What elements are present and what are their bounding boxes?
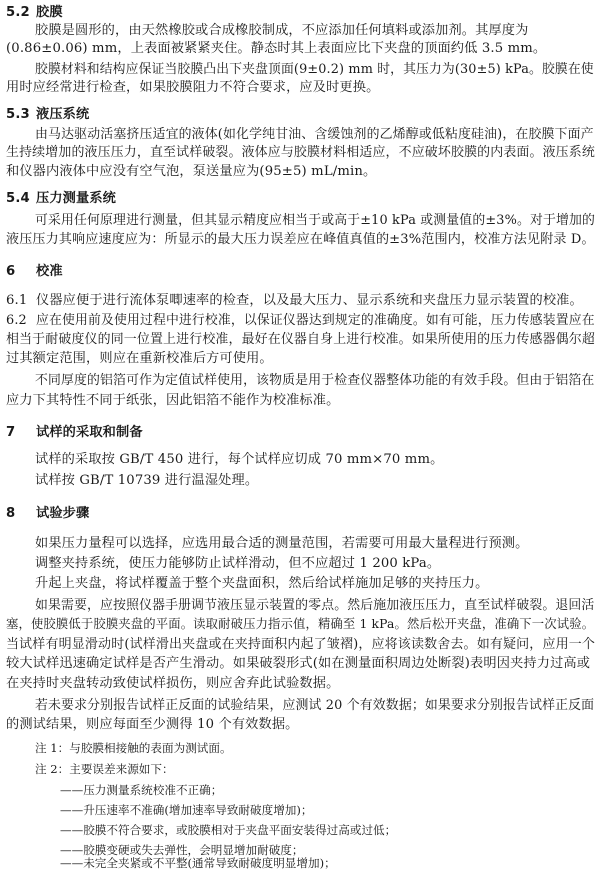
paragraph-line: 较大试样迅速确定试样是否产生滑动。如果破裂形式(如在测量面积周边处断裂)表明因夹持力过高或 [6, 656, 591, 671]
note-2: 注 2：主要误差来源如下： [35, 762, 174, 776]
paragraph-line: 可采用任何原理进行测量，但其显示精度应相当于或高于±10 kPa 或测量值的±3%。对于增加的 [35, 213, 596, 228]
section-title: 校准 [36, 264, 63, 279]
section-heading-5-3 [6, 106, 89, 123]
section-heading-8 [6, 505, 89, 522]
error-list-item: ——压力测量系统校准不正确； [60, 783, 223, 797]
paragraph-line: 升起上夹盘，将试样覆盖于整个夹盘面积，然后给试样施加足够的夹持压力。 [35, 576, 489, 591]
paragraph-line: 由马达驱动活塞挤压适宜的液体(如化学纯甘油、含缓蚀剂的乙烯醇或低粘度硅油)，在胶膜下面产 [35, 127, 594, 142]
section-title: 液压系统 [36, 107, 90, 122]
paragraph-line: 在夹持时夹盘转动致使试样损伤，则应舍弃此试验数据。 [6, 676, 340, 691]
clause-number: 6.2 [6, 313, 27, 328]
paragraph-line: 液压压力其响应速度应为：所显示的最大压力误差应在峰值真值的±3%范围内，校准方法见附录 D。 [6, 232, 595, 247]
paragraph-line: 生持续增加的液压压力，直至试样破裂。液体应与胶膜材料相适应，不应破坏胶膜的内表面。液压系统 [6, 145, 595, 160]
paragraph-line: 的测试结果，则应每面至少测得 10 个有效数据。 [6, 717, 299, 732]
paragraph-line: 当试样有明显滑动时(试样滑出夹盘或在夹持面积内起了皱褶)，应将该读数舍去。如有疑问，应用一个 [6, 637, 596, 652]
section-title: 试样的采取和制备 [36, 425, 143, 440]
paragraph-line: 应力下其特性不同于纸张，因此铝箔不能作为校准标准。 [6, 393, 340, 408]
paragraph-line: 用时应经常进行检查，如果胶膜阻力不符合要求，应及时更换。 [6, 80, 380, 95]
section-heading-5-2 [6, 4, 63, 21]
paragraph-line: 胶膜材料和结构应保证当胶膜凸出下夹盘顶面(9±0.2) mm 时，其压力为(30±5) kPa。胶膜在使 [35, 62, 594, 77]
paragraph-line: (0.86±0.06) mm，上表面被紧紧夹住。静态时其上表面应比下夹盘的顶面约低 3.5 mm。 [6, 41, 547, 56]
paragraph-line: 和仪器内液体中应没有空气泡，泵送量应为(95±5) mL/min。 [6, 164, 377, 179]
clause-text: 应在使用前及使用过程中进行校准，以保证仪器达到规定的准确度。如有可能，压力传感装置应在 [36, 313, 595, 328]
paragraph-line: 相当于耐破度仪的同一位置上进行校准，最好在仪器自身上进行校准。如果所使用的压力传感器偶尔超 [6, 332, 595, 347]
paragraph-line: 过其额定范围，则应在重新校准后方可使用。 [6, 351, 273, 366]
paragraph-line: 不同厚度的铝箔可作为定值试样使用，该物质是用于检查仪器整体功能的有效手段。但由于铝箔在 [35, 373, 595, 388]
paragraph-line: 试样按 GB/T 10739 进行温湿处理。 [35, 473, 259, 488]
section-number: 7 [6, 425, 16, 440]
clause-text: 仪器应便于进行流体泵唧速率的检查，以及最大压力、显示系统和夹盘压力显示装置的校准。 [36, 293, 583, 308]
clause-6-1 [6, 292, 583, 309]
section-number: 5.3 [6, 107, 30, 122]
section-heading-6 [6, 263, 63, 280]
paragraph-line: 若未要求分别报告试样正反面的试验结果，应测试 20 个有效数据；如果要求分别报告试样正反面 [35, 698, 595, 713]
paragraph-line: 调整夹持系统，使压力能够防止试样滑动，但不应超过 1 200 kPa。 [35, 556, 441, 571]
clause-number: 6.1 [6, 293, 28, 308]
error-list-item: ——胶膜不符合要求，或胶膜相对于夹盘平面安装得过高或过低； [60, 823, 397, 837]
paragraph-line: 胶膜是圆形的，由天然橡胶或合成橡胶制成，不应添加任何填料或添加剂。其厚度为 [35, 23, 529, 38]
section-number: 8 [6, 506, 16, 521]
note-1: 注 1：与胶膜相接触的表面为测试面。 [35, 741, 232, 755]
paragraph-line: 如果需要，应按照仪器手册调节液压显示装置的零点。然后施加液压压力，直至试样破裂。退回活 [35, 598, 595, 613]
section-heading-5-4 [6, 190, 116, 207]
section-number: 5.4 [6, 191, 30, 206]
paragraph-line: 如果压力量程可以选择，应选用最合适的测量范围，若需要可用最大量程进行预测。 [35, 536, 529, 551]
clause-6-2 [6, 312, 595, 329]
section-title: 压力测量系统 [36, 191, 117, 206]
section-number: 5.2 [6, 5, 30, 20]
section-number: 6 [6, 264, 16, 279]
section-title: 胶膜 [36, 5, 63, 20]
section-title: 试验步骤 [36, 506, 90, 521]
error-list-item: ——胶膜变硬或失去弹性，会明显增加耐破度； [60, 843, 304, 857]
paragraph-line: 塞，使胶膜低于胶膜夹盘的平面。读取耐破压力指示值，精确至 1 kPa。然后松开夹盘，准确下一次试验。 [6, 617, 595, 631]
section-heading-7 [6, 424, 143, 441]
error-list-item: ——升压速率不准确(增加速率导致耐破度增加)； [60, 803, 313, 817]
error-list-item: ——未完全夹紧或不平整(通常导致耐破度明显增加)； [60, 856, 336, 870]
paragraph-line: 试样的采取按 GB/T 450 进行，每个试样应切成 70 mm×70 mm。 [35, 452, 444, 467]
